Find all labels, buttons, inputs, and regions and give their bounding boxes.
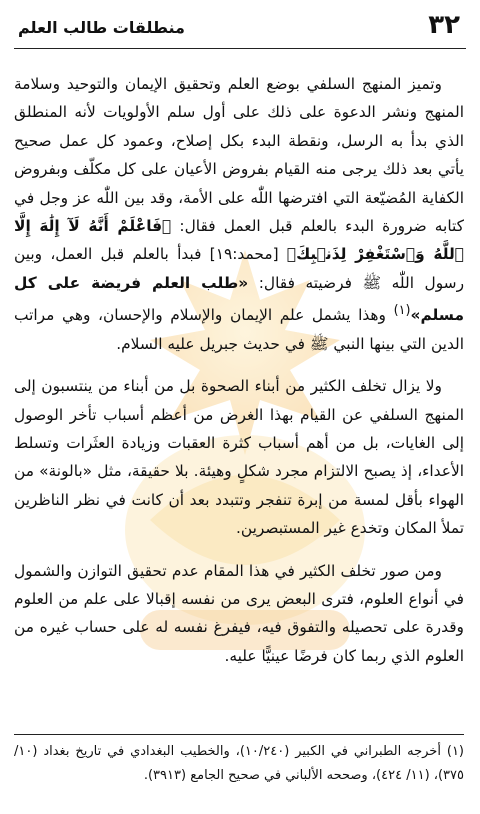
paragraph-1-text-c: وهذا يشمل علم الإيمان والإسلام والإحسان، وهي مراتب الدين التي بينها النبي ﷺ في حديث جبريل عليه السلام.: [14, 306, 464, 353]
main-text: [14, 70, 464, 670]
paragraph-1-text-b: [محمد:١٩] فبدأ بالعلم قبل العمل، وبين رسول اللّٰه ﷺ فرضيته فقال:: [14, 245, 464, 292]
footnote: (١) أخرجه الطبراني في الكبير (١٠/٢٤٠)، والخطيب البغدادي في تاريخ بغداد (١٠/ ٣٧٥)، (١١/ ٤٢٤)، وصححه الألباني في صحيح الجامع (٣٩١٣).: [14, 744, 464, 783]
hadith-quote: «طلب العلم فريضة على كل مسلم»: [14, 273, 464, 325]
paragraph-1-text-a: وتميز المنهج السلفي بوضع العلم وتحقيق الإيمان والتوحيد وسلامة المنهج ونشر الدعوة على ذلك على أول سلم الأولويات لأنه المنطلق الذي بدأ به الرسل، ونقطة البدء بكل إصلاح، وعمود كل عمل صحيح يأتي بعد ذلك يرجى منه القيام بفروض الأعيان على كل مكلّف وبفروض الكفاية المُضيّعة التي افترضها اللّٰه على الأمة، وقد بين اللّٰه عز وجل في كتابه ضرورة البدء بالعلم قبل العمل فقال:: [14, 75, 464, 236]
paragraph-3: ومن صور تخلف الكثير في هذا المقام عدم تحقيق التوازن والشمول في أنواع العلوم، فترى البعض يرى من نفسه إقبالا على علم من العلوم وقدرة على تحصيله والتفوق فيه، فيفرغ نفسه له على حساب غيره من العلوم الذي ربما كان فرضًا عينيًّا عليه.: [14, 561, 464, 665]
footnote-ref: (١): [393, 303, 411, 319]
page-header: [14, 8, 466, 49]
page-number: ٣٢: [428, 10, 460, 40]
quran-verse: ﴿فَاعْلَمْ أَنَّهُ لَآ إِلَٰهَ إِلَّا ٱللَّهُ وَٱسْتَغْفِرْ لِذَنۢبِكَ﴾: [14, 217, 464, 264]
paragraph-1: [14, 70, 464, 358]
footnote-separator: [14, 734, 464, 735]
running-title: منطلقات طالب العلم: [18, 18, 185, 37]
paragraph-2: ولا يزال تخلف الكثير من أبناء الصحوة بل من أبناء من ينتسبون إلى المنهج السلفي عن القيام بهذا الغرض من أعظم أسباب تأخر الوصول إلى الغايات، بل من أهم أسباب كثرة العقبات وزيادة العثَرات وتسلط الأعداء، إذ يصبح الالتزام مجرد شكلٍ وهيئة. بلا حقيقة، مثل «بالونة» من الهواء بأقل لمسة من إبرة تنفجر وتتبدد بعد أن كانت في نظر الناظرين تملأ المكان وتخدع غير المستبصرين.: [14, 377, 464, 538]
